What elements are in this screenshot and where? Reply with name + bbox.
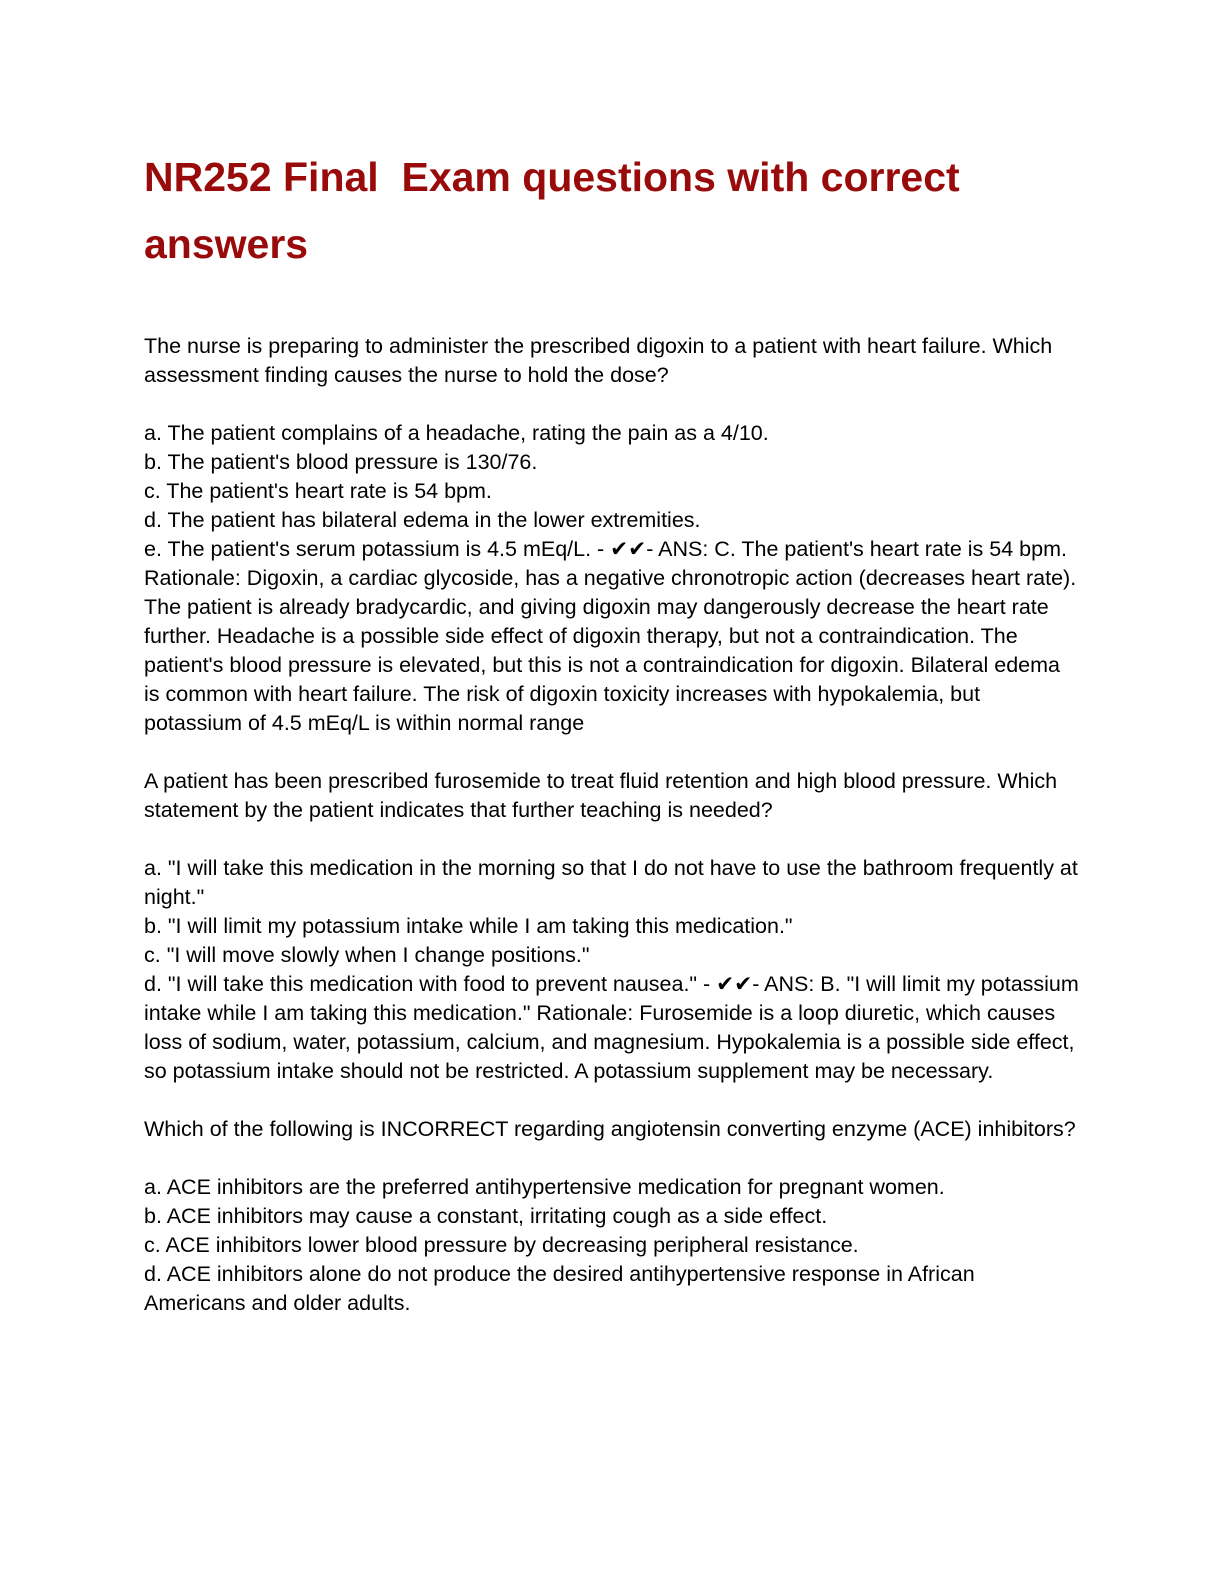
answer-option: d. ACE inhibitors alone do not produce the desired antihypertensive response in African Americans and older adults. xyxy=(144,1262,975,1315)
answer-option: b. "I will limit my potassium intake while I am taking this medication." xyxy=(144,914,793,938)
options-list xyxy=(144,419,1080,738)
question-prompt: The nurse is preparing to administer the prescribed digoxin to a patient with heart failure. Which assessment finding causes the nurse to hold the dose? xyxy=(144,334,1053,387)
answer-option: c. ACE inhibitors lower blood pressure by decreasing peripheral resistance. xyxy=(144,1233,859,1257)
options-list xyxy=(144,1173,1080,1318)
answer-option: d. The patient has bilateral edema in the lower extremities. xyxy=(144,508,701,532)
question-block-3 xyxy=(144,1115,1080,1318)
answer-option: c. "I will move slowly when I change positions." xyxy=(144,943,590,967)
question-prompt: A patient has been prescribed furosemide to treat fluid retention and high blood pressure. Which statement by the patient indicates that further teaching is needed? xyxy=(144,769,1058,822)
answer-option: b. ACE inhibitors may cause a constant, irritating cough as a side effect. xyxy=(144,1204,828,1228)
answer-option: b. The patient's blood pressure is 130/76. xyxy=(144,450,538,474)
options-list xyxy=(144,854,1080,1086)
answer-option-with-answer: d. "I will take this medication with food to prevent nausea." - ✔✔- ANS: B. "I will limit my potassium intake while I am taking this medication." Rationale: Furosemide is a loop diuretic, which causes loss of sodium, water, potassium, calcium, and magnesium. Hypokalemia is a possible side effect, so potassium intake should not be restricted. A potassium supplement may be necessary. xyxy=(144,972,1079,1083)
answer-option: a. ACE inhibitors are the preferred antihypertensive medication for pregnant women. xyxy=(144,1175,945,1199)
answer-option: a. The patient complains of a headache, rating the pain as a 4/10. xyxy=(144,421,769,445)
answer-option: a. "I will take this medication in the morning so that I do not have to use the bathroom frequently at night." xyxy=(144,856,1078,909)
answer-option-with-answer: e. The patient's serum potassium is 4.5 mEq/L. - ✔✔- ANS: C. The patient's heart rate is 54 bpm. Rationale: Digoxin, a cardiac glycoside, has a negative chronotropic action (decreases heart rate). The patient is already bradycardic, and giving digoxin may dangerously decrease the heart rate further. Headache is a possible side effect of digoxin therapy, but not a contraindication. The patient's blood pressure is elevated, but this is not a contraindication for digoxin. Bilateral edema is common with heart failure. The risk of digoxin toxicity increases with hypokalemia, but potassium of 4.5 mEq/L is within normal range xyxy=(144,537,1077,735)
document-title: NR252 Final Exam questions with correct answers xyxy=(144,154,972,267)
question-prompt: Which of the following is INCORRECT regarding angiotensin converting enzyme (ACE) inhibitors? xyxy=(144,1117,1076,1141)
question-block-2 xyxy=(144,767,1080,1086)
answer-option: c. The patient's heart rate is 54 bpm. xyxy=(144,479,492,503)
question-block-1 xyxy=(144,332,1080,738)
